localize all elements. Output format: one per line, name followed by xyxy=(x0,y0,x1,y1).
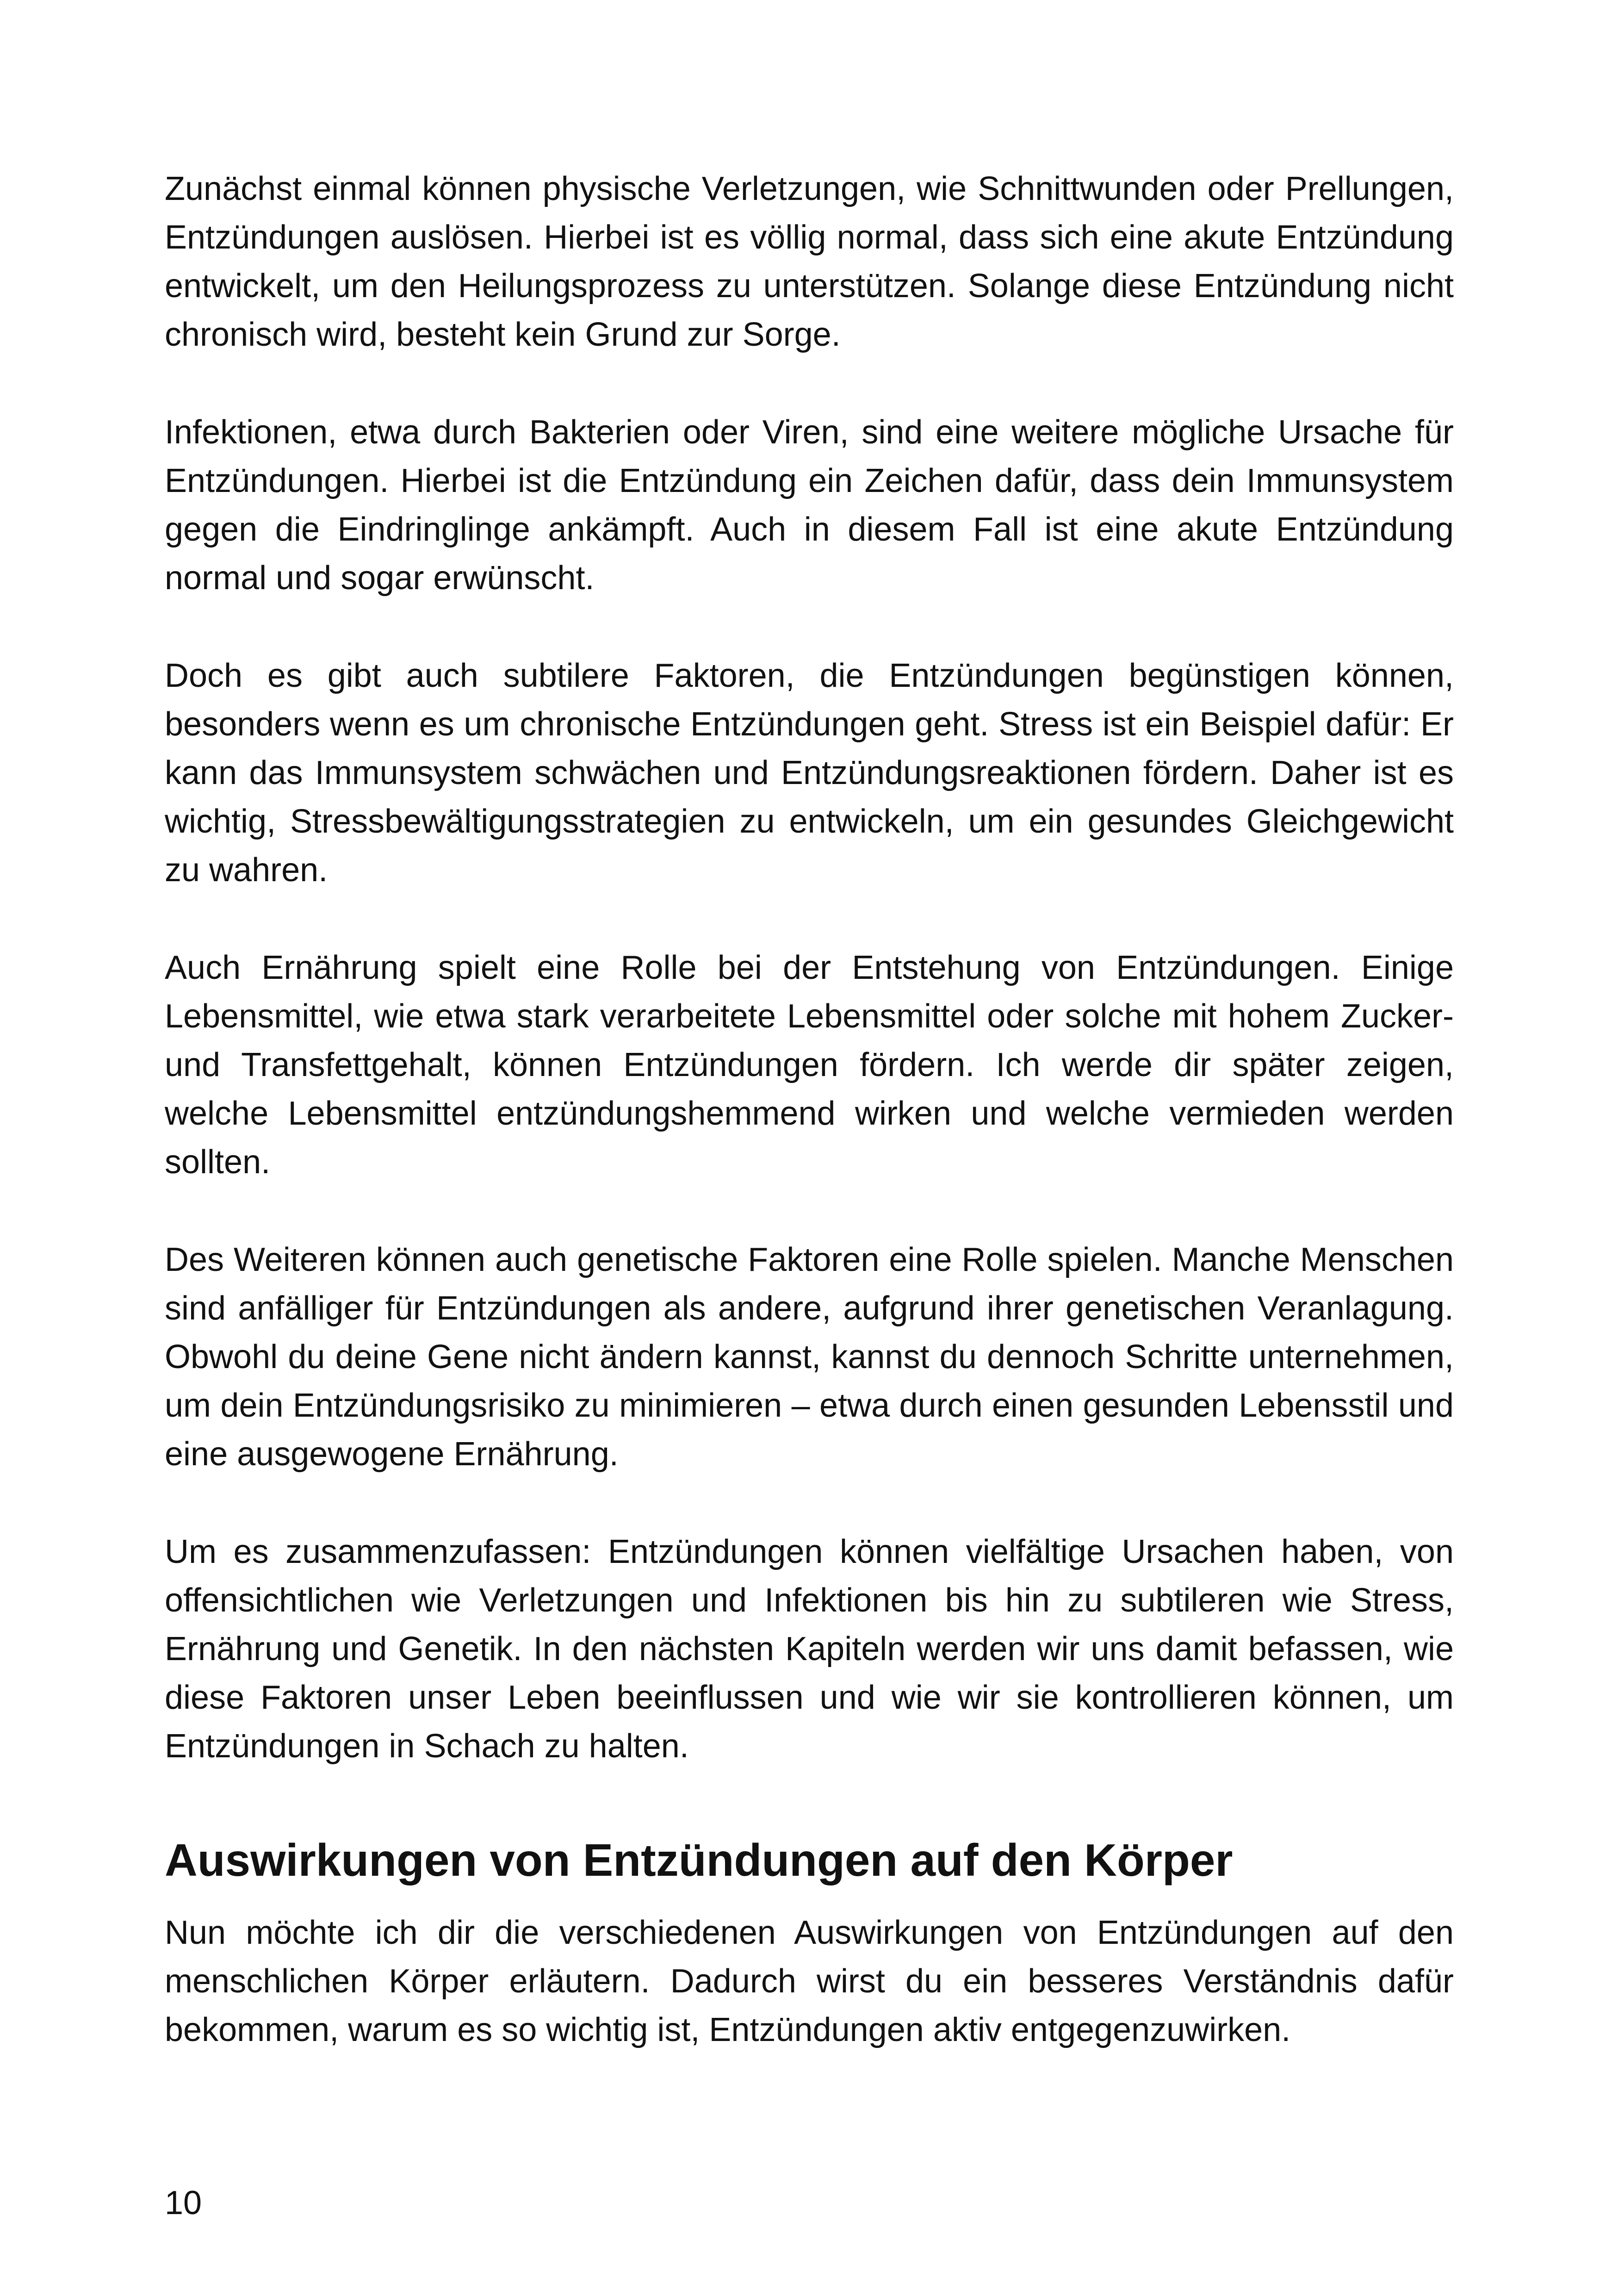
paragraph-nutrition: Auch Ernährung spielt eine Rolle bei der Entstehung von Entzündungen. Einige Lebensmittel, wie etwa stark verarbeitete Lebensmittel oder solche mit hohem Zucker- und Transfettgehalt, können Entzündungen fördern. Ich werde dir später zeigen, welche Lebensmittel entzündungshemmend wirken und welche vermieden werden sollten. xyxy=(165,949,1454,1181)
paragraph-stress: Doch es gibt auch subtilere Faktoren, die Entzündungen begünstigen können, besonders wenn es um chronische Entzündungen geht. Stress ist ein Beispiel dafür: Er kann das Immunsystem schwächen und Entzündungsreaktionen fördern. Daher ist es wichtig, Stressbewältigungsstrategien zu entwickeln, um ein gesundes Gleichgewicht zu wahren. xyxy=(165,657,1454,889)
paragraph-injuries: Zunächst einmal können physische Verletzungen, wie Schnittwunden oder Prellungen, Entzündungen auslösen. Hierbei ist es völlig normal, dass sich eine akute Entzündung entwickelt, um den Heilungsprozess zu unterstützen. Solange diese Entzündung nicht chronisch wird, besteht kein Grund zur Sorge. xyxy=(165,170,1454,353)
paragraph-summary: Um es zusammenzufassen: Entzündungen können vielfältige Ursachen haben, von offensichtlichen wie Verletzungen und Infektionen bis hin zu subtileren wie Stress, Ernährung und Genetik. In den nächsten Kapiteln werden wir uns damit befassen, wie diese Faktoren unser Leben beeinflussen und wie wir sie kontrollieren können, um Entzündungen in Schach zu halten. xyxy=(165,1533,1454,1765)
paragraph-infections: Infektionen, etwa durch Bakterien oder Viren, sind eine weitere mögliche Ursache für Entzündungen. Hierbei ist die Entzündung ein Zeichen dafür, dass dein Immunsystem gegen die Eindringlinge ankämpft. Auch in diesem Fall ist eine akute Entzündung normal und sogar erwünscht. xyxy=(165,414,1454,597)
page-number: 10 xyxy=(165,2184,202,2221)
paragraph-genetics: Des Weiteren können auch genetische Faktoren eine Rolle spielen. Manche Menschen sind anfälliger für Entzündungen als andere, aufgrund ihrer genetischen Veranlagung. Obwohl du deine Gene nicht ändern kannst, kannst du dennoch Schritte unternehmen, um dein Entzündungsrisiko zu minimieren – etwa durch einen gesunden Lebensstil und eine ausgewogene Ernährung. xyxy=(165,1241,1454,1473)
section-heading: Auswirkungen von Entzündungen auf den Körper xyxy=(165,1835,1233,1885)
page-content xyxy=(165,165,1454,2054)
section-intro-paragraph: Nun möchte ich dir die verschiedenen Auswirkungen von Entzündungen auf den menschlichen Körper erläutern. Dadurch wirst du ein besseres Verständnis dafür bekommen, warum es so wichtig ist, Entzündungen aktiv entgegenzuwirken. xyxy=(165,1914,1454,2048)
